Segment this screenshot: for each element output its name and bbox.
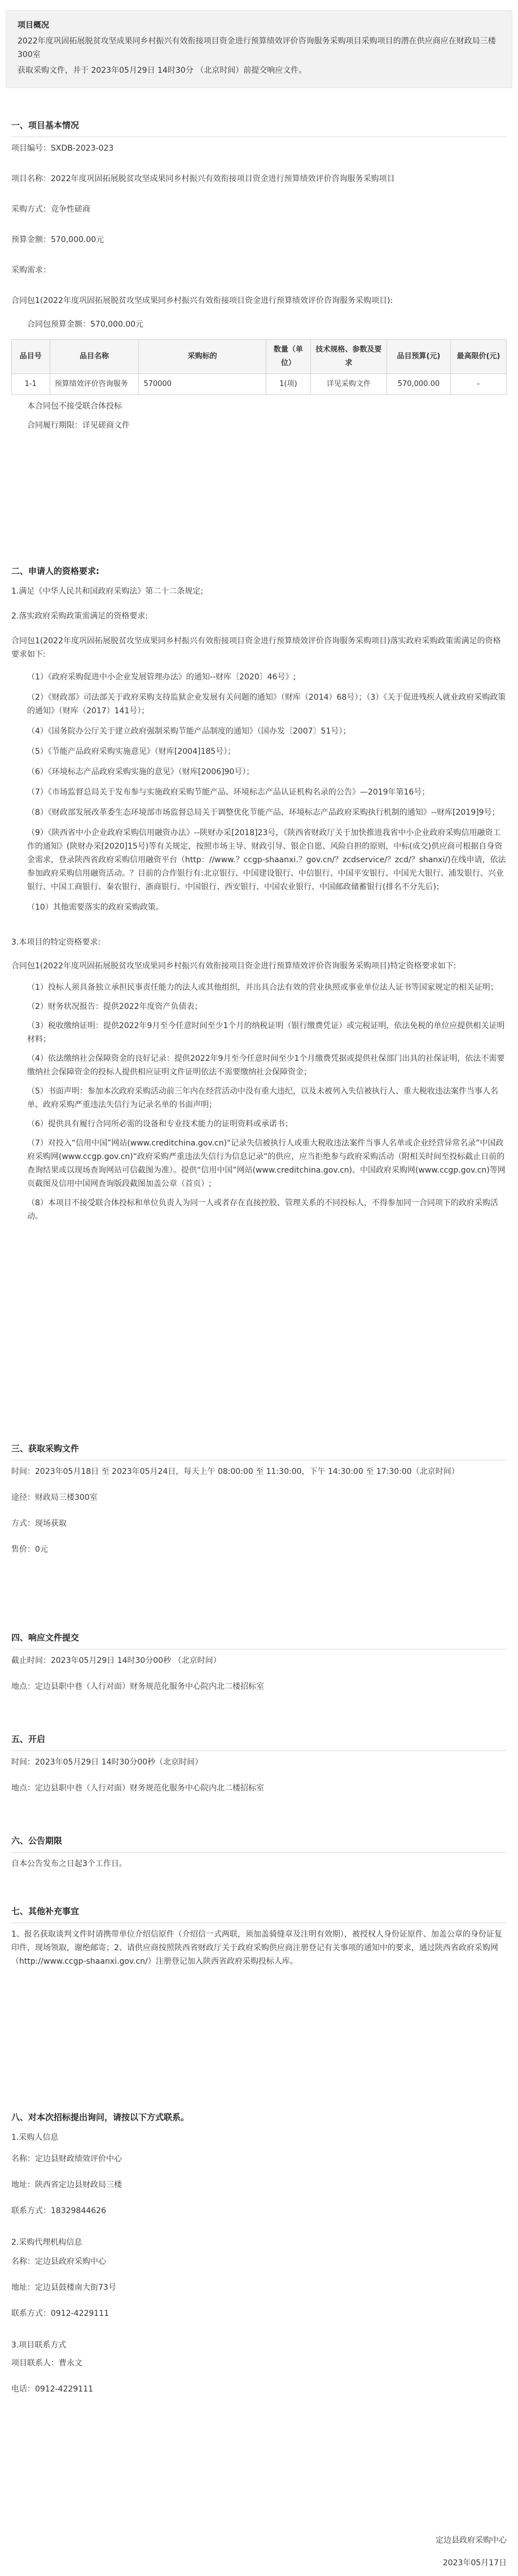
buyer-address: 地址：陕西省定边县财政局三楼 (11, 2180, 122, 2189)
issuer-name: 定边县政府采购中心 (436, 2536, 507, 2545)
package-note-term: 合同履行期限：详见磋商文件 (27, 421, 130, 430)
contact-heading: 3.项目联系方式 (11, 2341, 67, 2350)
get-docs-way: 方式：现场获取 (11, 1519, 67, 1528)
qualification-para: 合同包1(2022年度巩固拓展脱贫攻坚成果同乡村振兴有效衔接项目资金进行预算绩效评价咨询服务采购项目)特定资格要求如下: (11, 962, 456, 971)
procurement-method: 采购方式：竞争性磋商 (11, 205, 90, 214)
agent-phone: 联系方式：0912-4229111 (11, 2309, 109, 2318)
policy-item: （7）《市场监督总局关于发布参与实施政府采购节能产品、环境标志产品认证机构名录的公告》—2019年第16号； (27, 788, 430, 797)
items-table (11, 339, 507, 395)
opening-time: 时间：2023年05月29日 14时30分00秒（北京时间） (11, 1758, 203, 1767)
buyer-heading: 1.采购人信息 (11, 2133, 59, 2142)
divider (11, 1852, 507, 1853)
section-contacts (11, 2110, 507, 2396)
column-header: 品目预算(元) (387, 340, 451, 374)
policy-item: （1）《政府采购促进中小企业发展管理办法》的通知--财库〔2020〕46号》; (27, 673, 296, 682)
policy-item: （4）《国务院办公厅关于建立政府强制采购节能产品制度的通知》（国办发〔2007〕51号）； (27, 727, 351, 736)
table-cell: 570000 (139, 374, 266, 395)
section-heading: 七、其他补充事宜 (11, 1906, 80, 1916)
agent-heading: 2.采购代理机构信息 (11, 2238, 82, 2247)
notice-period-text: 自本公告发布之日起3个工作日。 (11, 1859, 127, 1868)
submission-deadline: 截止时间：2023年05月29日 14时30分00秒 （北京时间） (11, 1656, 221, 1665)
special-requirement: （3）税收缴纳证明：提供2022年9月至今任意时间至少1个月的纳税证明（银行缴费凭证）或完税证明，依法免税的单位应提供相关证明材料； (27, 1021, 505, 1044)
get-docs-price: 售价：0元 (11, 1545, 48, 1554)
section-qualifications (11, 564, 507, 1229)
section-heading: 四、响应文件提交 (11, 1633, 80, 1643)
divider (11, 1750, 507, 1751)
get-docs-place: 途径：财政局三楼300室 (11, 1493, 98, 1502)
package-note-consortium: 本合同包不接受联合体投标 (27, 402, 122, 411)
section-heading: 二、申请人的资格要求: (11, 566, 99, 576)
column-header: 采购标的 (139, 340, 266, 374)
qualification-para: 2.落实政府采购政策需满足的资格要求: (11, 612, 148, 621)
special-requirement: （5）书面声明：参加本次政府采购活动前三年内在经营活动中没有重大违纪，以及未被列入失信被执行人、重大税收违法案件当事人名单、政府采购严重违法失信行为记录名单的书面声明； (27, 1087, 498, 1109)
agent-address: 地址：定边县鼓楼南大街73号 (11, 2283, 116, 2292)
submission-place: 地点：定边县职中巷（人行对面）财务规范化服务中心院内北二楼招标室 (11, 1682, 264, 1691)
policy-item: （9）《陕西省中小企业政府采购信用融资办法》--陕财办采[2018]23号，《陕西省财政厅关于加快推进我省中小企业政府采购信用融资工作的通知》(陕财办采[2020]15号)等有关规定，按照市场主导、财政引导、银企自愿、风险自担的原则，中标(成交)供应商可根据自身资金需求，登录陕西省政府采购信用融资平台（http：//www.？ccgp-shaanxi.？gov.cn/？zcdservice/？zcd/？shanxi/)在线申请，依法参加政府采购信用融资活动。？目前的合作银行有:北京银行、中国建设银行、中信银行、中国平安银行、中国光大银行、浦发银行、兴业银行、中国工商银行、秦农银行、浙商银行、中国银行、西安银行、中国农业银行、中国邮政储蓄银行(排名不分先后)； (27, 828, 506, 892)
policy-item: （10）其他需要落实的政府采购政策。 (27, 903, 164, 912)
section-get-documents (11, 1442, 507, 1556)
overview-text-1: 2022年度巩固拓展脱贫攻坚成果同乡村振兴有效衔接项目资金进行预算绩效评价咨询服务采购项目采购项目的潜在供应商应在财政局三楼300室 (17, 37, 496, 59)
signature-block (11, 2534, 507, 2570)
policy-item: （5）《节能产品政府采购实施意见》（财库[2004]185号）； (27, 747, 236, 756)
column-header: 技术规格、参数及要求 (310, 340, 387, 374)
table-cell: 570,000.00 (387, 374, 451, 395)
special-requirement: （4）依法缴纳社会保障资金的良好记录：提供2022年9月至今任意时间至少1个月缴费凭据或提供社保部门出具的社保证明，依法不需要缴纳社会保障资金的投标人提供相应证明文件证明依法不需要缴纳社会保障资金； (27, 1054, 505, 1077)
section-opening (11, 1732, 507, 1795)
column-header: 最高限价(元) (450, 340, 506, 374)
table-cell: 1-1 (12, 374, 50, 395)
special-requirement: （6）提供具有履行合同所必需的设备和专业技术能力的证明资料或承诺书； (27, 1120, 293, 1129)
special-requirement: （1）投标人须具备独立承担民事责任能力的法人或其他组织，并出具合法有效的营业执照或事业单位法人证书等国家规定的相关证明； (27, 983, 498, 992)
section-heading: 八、对本次招标提出询问，请按以下方式联系。 (11, 2112, 190, 2122)
requirements-label: 采购需求： (11, 266, 51, 275)
opening-place: 地点：定边县职中巷（人行对面）财务规范化服务中心院内北二楼招标室 (11, 1784, 264, 1793)
issue-date: 2023年05月17日 (442, 2559, 507, 2568)
qualification-para: 合同包1(2022年度巩固拓展脱贫攻坚成果同乡村振兴有效衔接项目资金进行预算绩效评价咨询服务采购项目)落实政府采购政策需满足的资格要求如下: (11, 637, 501, 659)
project-name: 项目名称：2022年度巩固拓展脱贫攻坚成果同乡村振兴有效衔接项目资金进行预算绩效评价咨询服务采购项目 (11, 174, 395, 183)
special-requirement: （2）财务状况报告：提供2022年度资产负债表； (27, 1002, 203, 1011)
other-matters-text: 1、报名获取谈判文件时请携带单位介绍信原件（介绍信一式两联，须加盖骑缝章及注明有效期），被授权人身份证原件、加盖公章的身份证复印件，现场领取，谢绝邮寄；2、请供应商按照陕西省财政厅关于政府采购供应商注册登记有关事项的通知中的要求，通过陕西省政府采购网（http://www.ccgp-shaanxi.gov.cn/）注册登记加入陕西省政府采购投标人库。 (11, 1930, 502, 1966)
special-requirement: （8）本项目不接受联合体投标和单位负责人为同一人或者存在直接控股、管理关系的不同投标人，不得参加同一合同项下的政府采购活动。 (27, 1199, 498, 1221)
project-overview-box (6, 10, 512, 88)
package-budget: 合同包预算金额：570,000.00元 (27, 320, 144, 329)
section-heading: 一、项目基本情况 (11, 120, 80, 130)
overview-title: 项目概况 (17, 21, 49, 30)
section-heading: 五、开启 (11, 1734, 46, 1744)
get-docs-time: 时间：2023年05月18日 至 2023年05月24日，每天上午 08:00:00 至 11:30:00，下午 14:30:00 至 17:30:00（北京时间） (11, 1467, 459, 1476)
agent-name: 名称：定边县政府采购中心 (11, 2257, 106, 2266)
buyer-name: 名称：定边县财政绩效评价中心 (11, 2154, 122, 2164)
column-header: 数量（单位） (266, 340, 310, 374)
budget-amount: 预算金额：570,000.00元 (11, 235, 104, 244)
qualification-para: 1.满足《中华人民共和国政府采购法》第二十二条规定; (11, 587, 204, 596)
contact-person: 项目联系人：曹永文 (11, 2359, 82, 2368)
buyer-phone: 联系方式：18329844626 (11, 2206, 106, 2215)
special-requirement: （7）对投入“信用中国”网站(www.creditchina.gov.cn)“记录失信被执行人或重大税收违法案件当事人名单或企业经营异常名录”中国政府采购网(www.ccgp.gov.cn)“政府采购严重违法失信行为信息记录”的供应，应当拒绝参与政府采购活动（附相关时间至投标截止日前的查询结果或以现场查询网站可信截图为准）。提供“信用中国”网站(www.creditchina.gov.cn)、中国政府采购网(www.ccgp.gov.cn)等网页截图及信用中国网查询版段截图加盖公章（首页）; (27, 1139, 506, 1188)
policy-item: （8）《财政部发展改革委生态环境部市场监督总局关于调整优化节能产品、环境标志产品政府采购执行机制的通知》--财库[2019]9号； (27, 808, 500, 817)
table-cell: 预算绩效评价咨询服务 (50, 374, 139, 395)
table-cell: 详见采购文件 (310, 374, 387, 395)
table-header-row (12, 340, 507, 374)
policy-item: （2）《财政部》司法部关于政府采购支持监狱企业发展有关问题的通知》（财库（2014）68号）；（3）《关于促进残疾人就业政府采购政策的通知》（财库（2017）141号）； (27, 693, 506, 716)
contact-phone: 电话：0912-4229111 (11, 2385, 94, 2394)
section-submission (11, 1631, 507, 1693)
overview-text-2: 获取采购文件，并于 2023年05月29日 14时30分 （北京时间）前提交响应文件。 (17, 66, 307, 75)
section-basic-info (11, 119, 507, 432)
section-heading: 六、公告期限 (11, 1836, 63, 1846)
project-number: 项目编号：SXDB-2023-023 (11, 144, 114, 153)
section-heading: 三、获取采购文件 (11, 1443, 80, 1454)
table-cell: 1(项) (266, 374, 310, 395)
section-notice-period (11, 1834, 507, 1871)
qualification-para: 3.本项目的特定资格要求: (11, 938, 101, 947)
column-header: 品目号 (12, 340, 50, 374)
package-title: 合同包1(2022年度巩固拓展脱贫攻坚成果同乡村振兴有效衔接项目资金进行预算绩效评价咨询服务采购项目): (11, 296, 393, 305)
policy-item: （6）《环境标志产品政府采购实施的意见》（财库[2006]90号）； (27, 767, 254, 776)
column-header: 品目名称 (50, 340, 139, 374)
table-cell: - (450, 374, 506, 395)
table-row (12, 374, 507, 395)
section-other-matters (11, 1904, 507, 1968)
